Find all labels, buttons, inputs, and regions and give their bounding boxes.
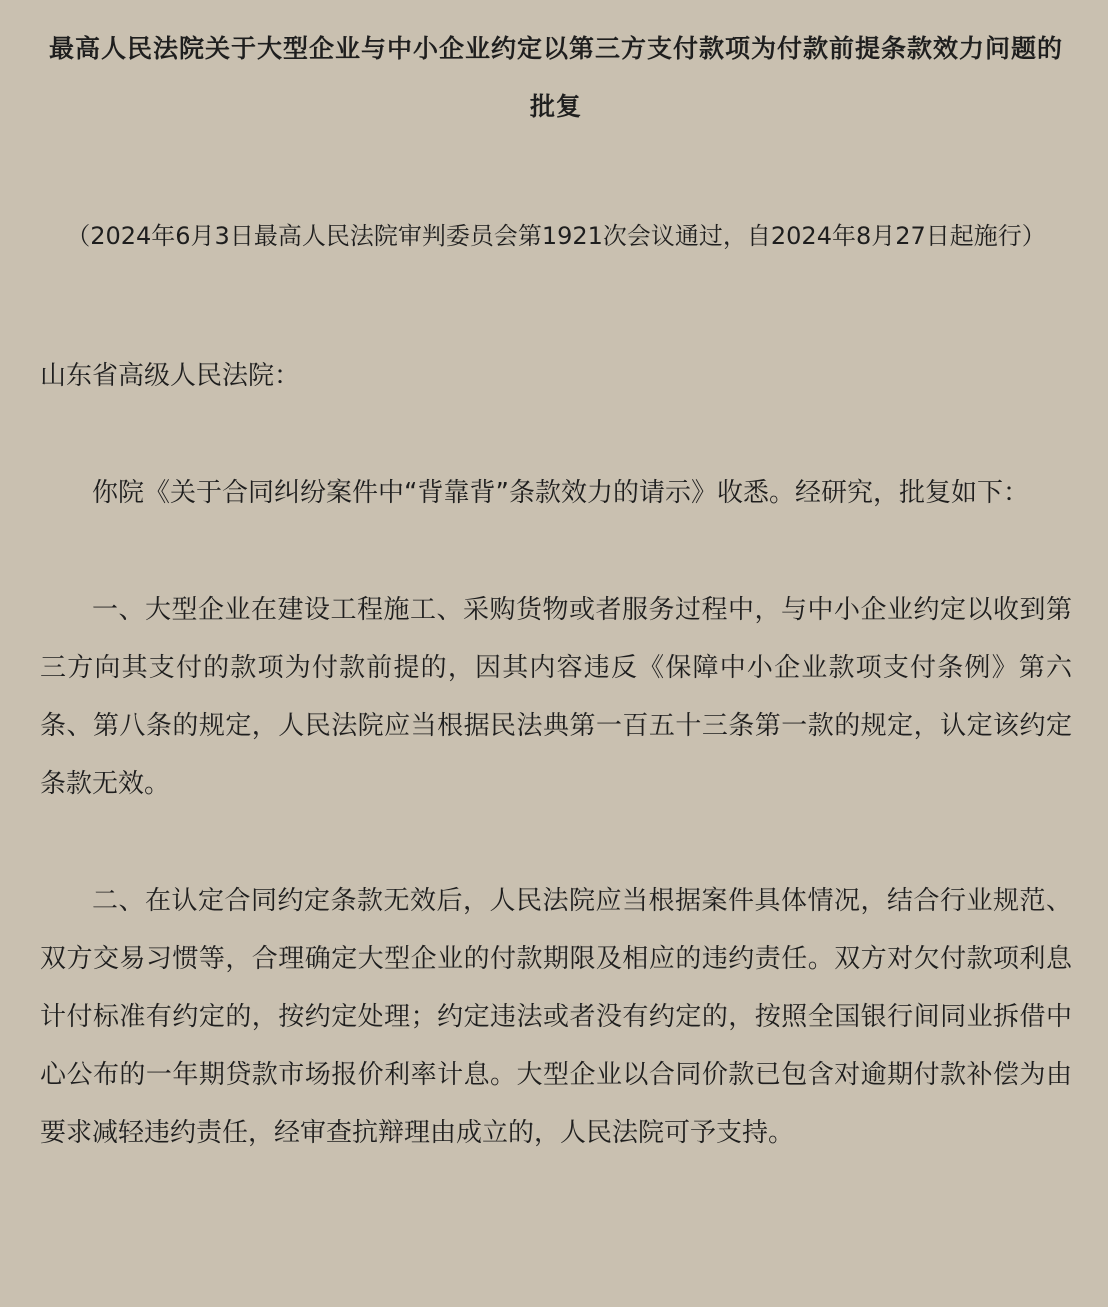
addressee: 山东省高级人民法院： [40, 361, 301, 391]
article-one-paragraph: 一、大型企业在建设工程施工、采购货物或者服务过程中，与中小企业约定以收到第三方向其支付的款项为付款前提的，因其内容违反《保障中小企业款项支付条例》第六条、第八条的规定，人民法院应当根据民法典第一百五十三条第一款的规定，认定该约定条款无效。 [40, 595, 1072, 799]
intro-paragraph: 你院《关于合同纠纷案件中“背靠背”条款效力的请示》收悉。经研究，批复如下： [92, 478, 1029, 508]
adoption-note: （2024年6月3日最高人民法院审判委员会第1921次会议通过，自2024年8月27日起施行） [66, 222, 1046, 250]
article-two-paragraph: 二、在认定合同约定条款无效后，人民法院应当根据案件具体情况，结合行业规范、双方交易习惯等，合理确定大型企业的付款期限及相应的违约责任。双方对欠付款项利息计付标准有约定的，按约定处理；约定违法或者没有约定的，按照全国银行间同业拆借中心公布的一年期贷款市场报价利率计息。大型企业以合同价款已包含对逾期付款补偿为由要求减轻违约责任，经审查抗辩理由成立的，人民法院可予支持。 [40, 886, 1072, 1148]
document-title: 最高人民法院关于大型企业与中小企业约定以第三方支付款项为付款前提条款效力问题的批复 [48, 34, 1063, 121]
